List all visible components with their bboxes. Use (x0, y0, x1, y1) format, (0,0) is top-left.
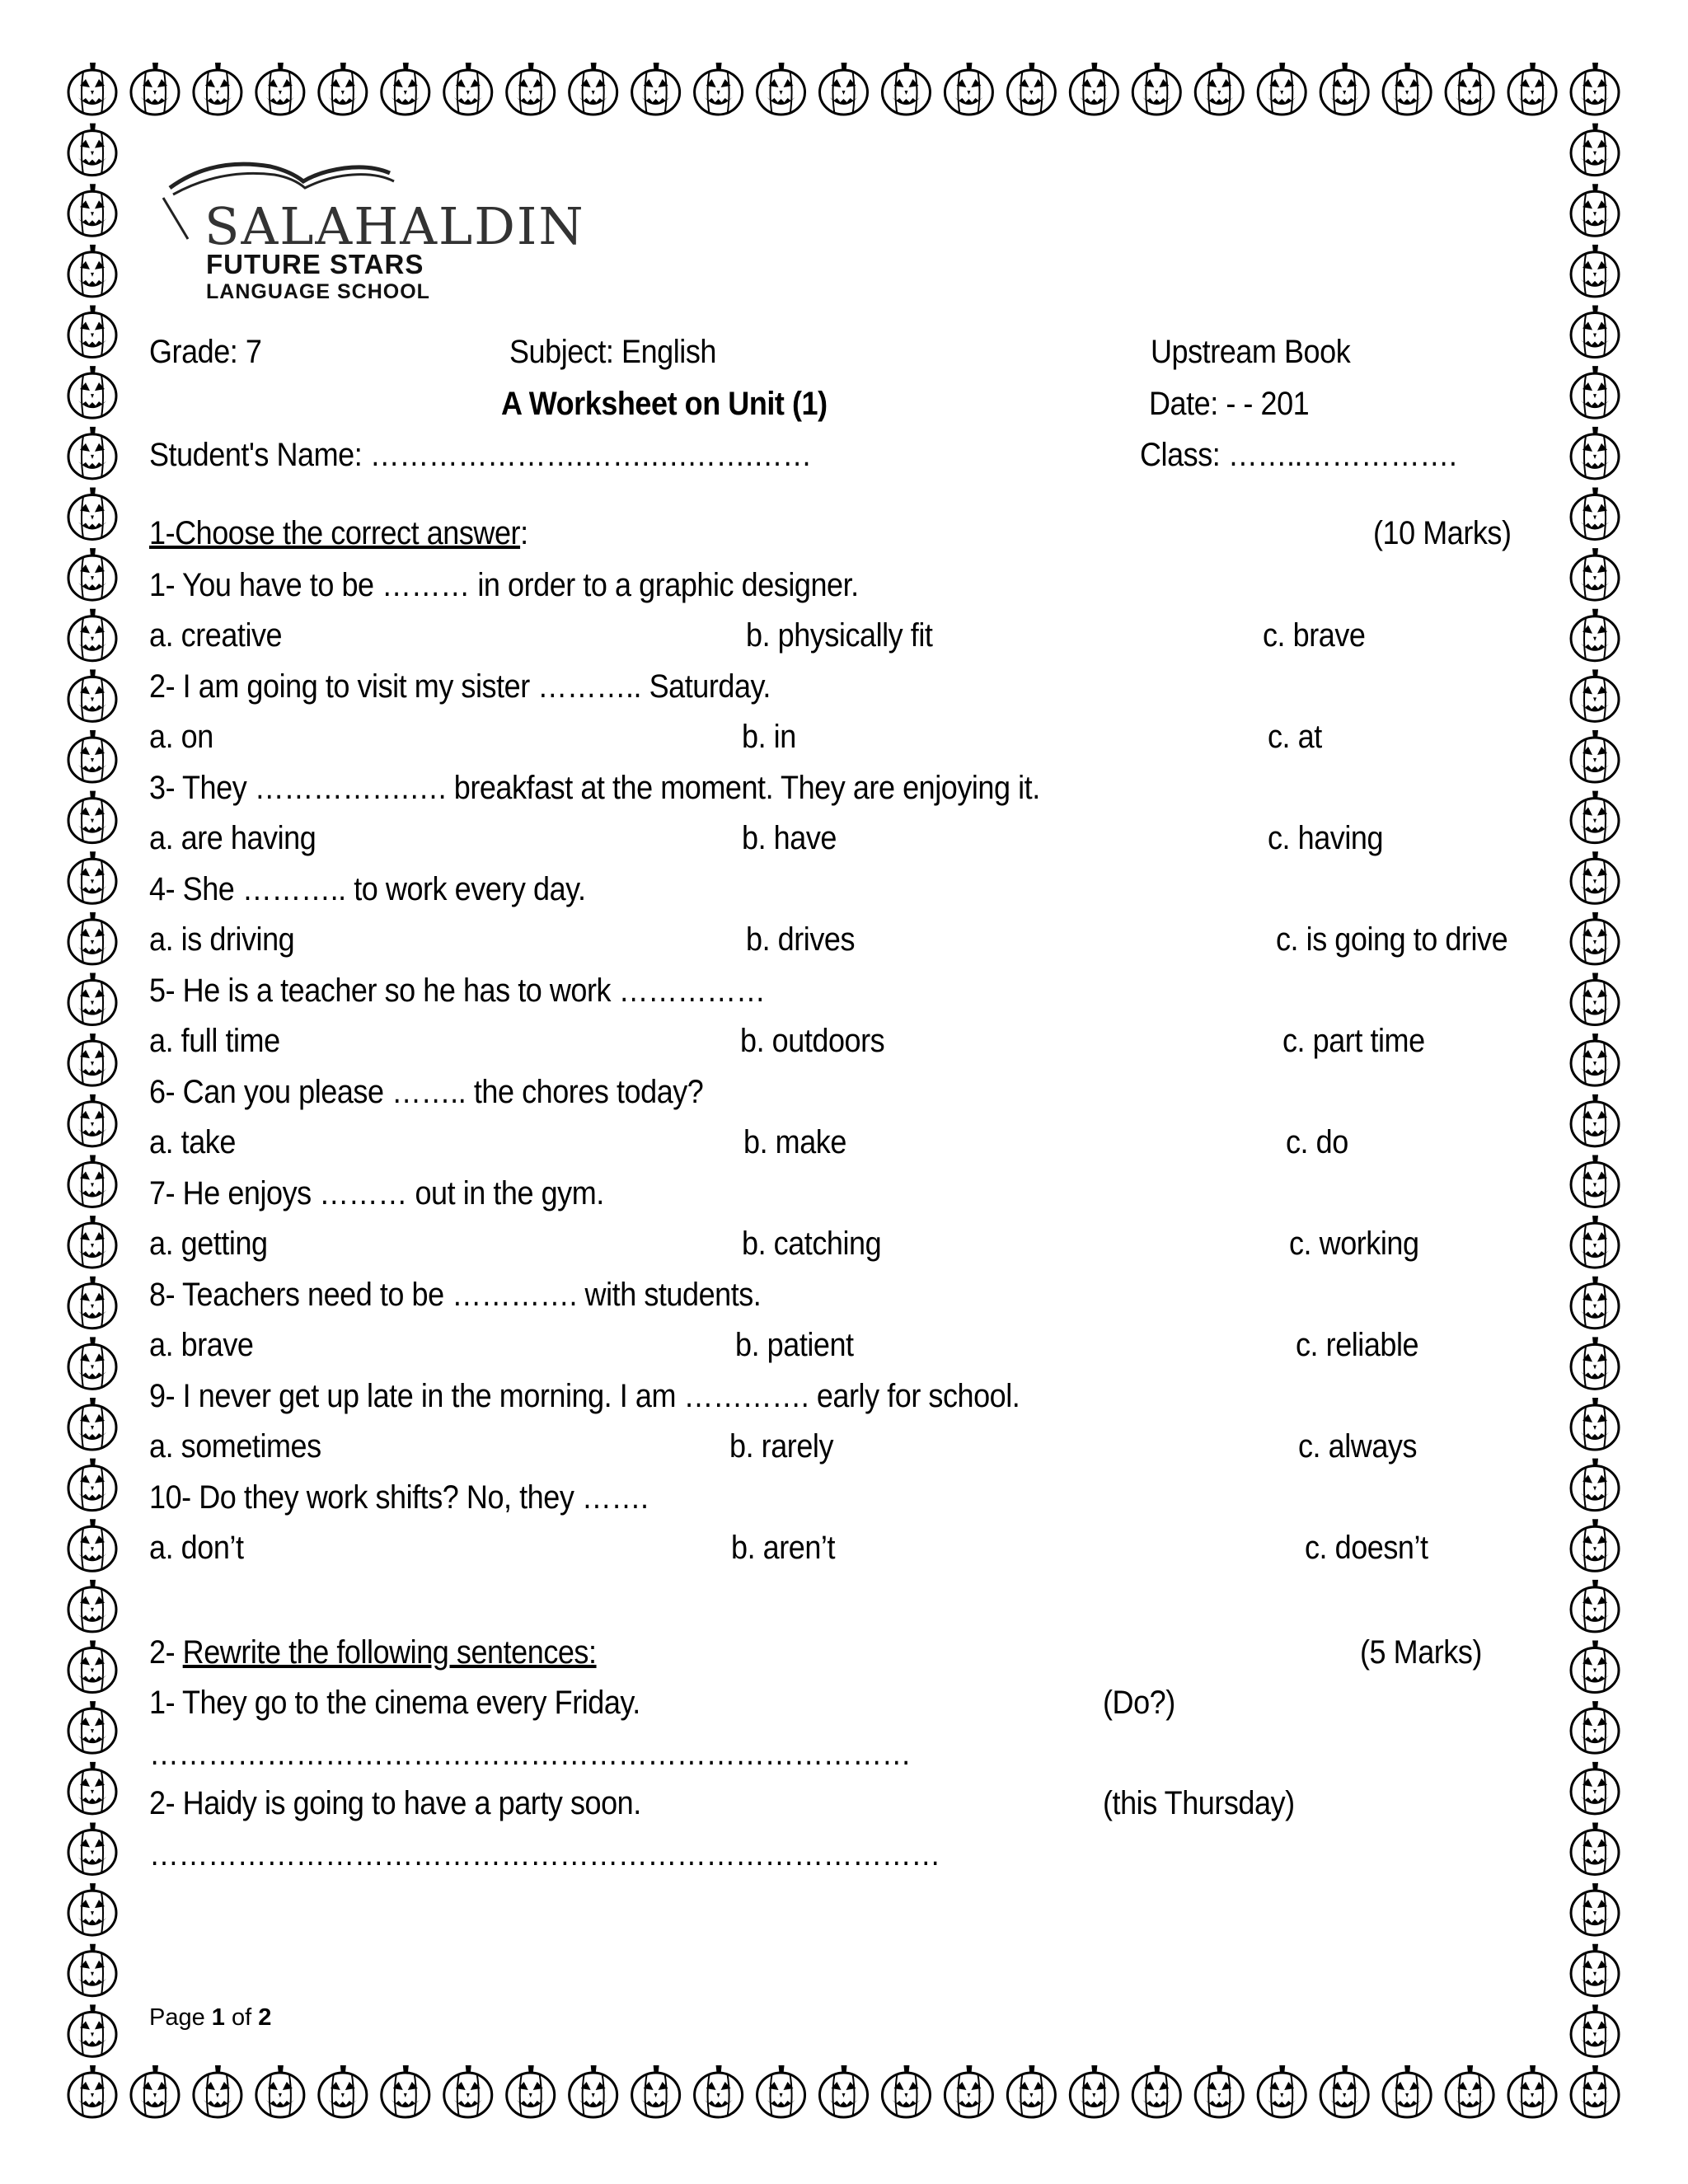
jack-o-lantern-icon (1571, 1033, 1619, 1085)
option-c[interactable]: c. at (1268, 719, 1322, 755)
jack-o-lantern-icon (1070, 2065, 1118, 2117)
page-footer (149, 2004, 271, 2032)
jack-o-lantern-icon (1007, 63, 1055, 115)
jack-o-lantern-icon (131, 63, 179, 115)
section1-marks: (10 Marks) (1373, 515, 1512, 551)
jack-o-lantern-icon (194, 2065, 241, 2117)
option-b[interactable]: b. catching (742, 1226, 882, 1262)
jack-o-lantern-icon (695, 63, 743, 115)
option-a[interactable]: a. getting (149, 1226, 268, 1262)
jack-o-lantern-icon (68, 912, 116, 964)
jack-o-lantern-icon (1571, 366, 1619, 418)
jack-o-lantern-icon (507, 2065, 555, 2117)
jack-o-lantern-icon (1571, 1944, 1619, 1996)
jack-o-lantern-icon (1571, 1580, 1619, 1632)
option-a[interactable]: a. is driving (149, 921, 295, 958)
option-a[interactable]: a. are having (149, 820, 316, 856)
jack-o-lantern-icon (1571, 1216, 1619, 1268)
jack-o-lantern-icon (68, 1155, 116, 1207)
option-c[interactable]: c. brave (1263, 617, 1366, 654)
jack-o-lantern-icon (256, 63, 304, 115)
section2-marks: (5 Marks) (1360, 1634, 1482, 1671)
jack-o-lantern-icon (68, 2065, 116, 2117)
rewrite-cue: (Do?) (1103, 1685, 1175, 1721)
option-a[interactable]: a. sometimes (149, 1428, 321, 1465)
jack-o-lantern-icon (68, 973, 116, 1025)
section1-heading-colon: : (520, 515, 528, 551)
question-text: 3- They …………….…. breakfast at the moment. They are enjoying it. (149, 770, 1040, 806)
jack-o-lantern-icon (632, 2065, 680, 2117)
jack-o-lantern-icon (68, 730, 116, 782)
option-b[interactable]: b. aren’t (731, 1530, 836, 1566)
jack-o-lantern-icon (1571, 63, 1619, 115)
jack-o-lantern-icon (68, 1094, 116, 1146)
jack-o-lantern-icon (1571, 184, 1619, 236)
jack-o-lantern-icon (68, 851, 116, 903)
jack-o-lantern-icon (68, 1944, 116, 1996)
jack-o-lantern-icon (1508, 2065, 1556, 2117)
jack-o-lantern-icon (68, 124, 116, 176)
jack-o-lantern-icon (68, 548, 116, 600)
option-c[interactable]: c. working (1289, 1226, 1419, 1262)
jack-o-lantern-icon (1571, 124, 1619, 176)
jack-o-lantern-icon (68, 184, 116, 236)
question-text: 5- He is a teacher so he has to work …………… (149, 972, 766, 1009)
jack-o-lantern-icon (632, 63, 680, 115)
option-a[interactable]: a. brave (149, 1327, 254, 1363)
option-c[interactable]: c. always (1298, 1428, 1417, 1465)
jack-o-lantern-icon (882, 2065, 930, 2117)
jack-o-lantern-icon (570, 2065, 617, 2117)
jack-o-lantern-icon (1508, 63, 1556, 115)
rewrite-sentence: 1- They go to the cinema every Friday. (149, 1685, 640, 1721)
jack-o-lantern-icon (68, 1580, 116, 1632)
subject-label: Subject: English (509, 334, 716, 370)
jack-o-lantern-icon (68, 1337, 116, 1389)
option-b[interactable]: b. physically fit (746, 617, 933, 654)
option-c[interactable]: c. having (1268, 820, 1384, 856)
jack-o-lantern-icon (68, 366, 116, 418)
jack-o-lantern-icon (1571, 2004, 1619, 2056)
jack-o-lantern-icon (1571, 1701, 1619, 1753)
school-subtitle: FUTURE STARS (206, 249, 424, 279)
option-c[interactable]: c. part time (1282, 1023, 1425, 1059)
jack-o-lantern-icon (68, 1459, 116, 1511)
page-total: 2 (258, 2004, 272, 2031)
jack-o-lantern-icon (131, 2065, 179, 2117)
jack-o-lantern-icon (68, 1701, 116, 1753)
jack-o-lantern-icon (1571, 1822, 1619, 1874)
answer-line[interactable]: ……………………………………………………………………… (149, 1836, 940, 1872)
jack-o-lantern-icon (1571, 1519, 1619, 1571)
grade-label: Grade: 7 (149, 334, 262, 370)
option-b[interactable]: b. rarely (729, 1428, 833, 1465)
option-c[interactable]: c. reliable (1296, 1327, 1419, 1363)
jack-o-lantern-icon (1571, 548, 1619, 600)
option-c[interactable]: c. do (1286, 1124, 1348, 1160)
jack-o-lantern-icon (1571, 1094, 1619, 1146)
jack-o-lantern-icon (1571, 2065, 1619, 2117)
jack-o-lantern-icon (1571, 609, 1619, 661)
page-word: Page (149, 2004, 205, 2031)
jack-o-lantern-icon (68, 1822, 116, 1874)
option-a[interactable]: a. don’t (149, 1530, 244, 1566)
jack-o-lantern-icon (68, 245, 116, 297)
jack-o-lantern-icon (1571, 791, 1619, 843)
option-c[interactable]: c. is going to drive (1276, 921, 1508, 958)
jack-o-lantern-icon (1446, 63, 1493, 115)
option-b[interactable]: b. have (742, 820, 837, 856)
jack-o-lantern-icon (1320, 63, 1368, 115)
question-text: 8- Teachers need to be …………. with students. (149, 1277, 762, 1313)
option-c[interactable]: c. doesn’t (1305, 1530, 1428, 1566)
section1-heading-text: 1-Choose the correct answer (149, 515, 521, 551)
jack-o-lantern-icon (1571, 851, 1619, 903)
jack-o-lantern-icon (1571, 730, 1619, 782)
worksheet-title: A Worksheet on Unit (1) (501, 386, 828, 422)
jack-o-lantern-icon (1571, 912, 1619, 964)
jack-o-lantern-icon (1383, 2065, 1431, 2117)
jack-o-lantern-icon (68, 63, 116, 115)
option-a[interactable]: a. on (149, 719, 213, 755)
jack-o-lantern-icon (1195, 63, 1243, 115)
jack-o-lantern-icon (68, 791, 116, 843)
question-text: 9- I never get up late in the morning. I am …………. early for school. (149, 1378, 1020, 1414)
jack-o-lantern-icon (68, 1277, 116, 1329)
jack-o-lantern-icon (1070, 63, 1118, 115)
option-b[interactable]: b. drives (746, 921, 856, 958)
jack-o-lantern-icon (1258, 2065, 1306, 2117)
jack-o-lantern-icon (68, 427, 116, 479)
jack-o-lantern-icon (68, 2004, 116, 2056)
jack-o-lantern-icon (757, 2065, 805, 2117)
jack-o-lantern-icon (1571, 245, 1619, 297)
date-field: Date: - - 201 (1149, 386, 1310, 422)
jack-o-lantern-icon (945, 63, 992, 115)
question-text: 10- Do they work shifts? No, they ……. (149, 1479, 649, 1516)
option-b[interactable]: b. in (742, 719, 796, 755)
jack-o-lantern-icon (68, 609, 116, 661)
jack-o-lantern-icon (1571, 1641, 1619, 1693)
jack-o-lantern-icon (444, 63, 492, 115)
question-text: 4- She ……….. to work every day. (149, 871, 586, 907)
class-field: Class: ……..……………. (1140, 437, 1457, 473)
jack-o-lantern-icon (1571, 487, 1619, 539)
book-label: Upstream Book (1151, 334, 1351, 370)
section2-heading-number: 2- (149, 1634, 183, 1671)
section2-heading (149, 1636, 597, 1669)
jack-o-lantern-icon (820, 63, 868, 115)
school-name: SALAHALDIN (204, 196, 585, 256)
jack-o-lantern-icon (68, 1519, 116, 1571)
of-word: of (232, 2004, 252, 2031)
jack-o-lantern-icon (1195, 2065, 1243, 2117)
section1-heading (149, 517, 528, 550)
jack-o-lantern-icon (1571, 1277, 1619, 1329)
jack-o-lantern-icon (319, 2065, 367, 2117)
jack-o-lantern-icon (1571, 1459, 1619, 1511)
jack-o-lantern-icon (757, 63, 805, 115)
jack-o-lantern-icon (68, 487, 116, 539)
option-a[interactable]: a. take (149, 1124, 236, 1160)
jack-o-lantern-icon (1571, 1883, 1619, 1935)
jack-o-lantern-icon (1258, 63, 1306, 115)
jack-o-lantern-icon (507, 63, 555, 115)
jack-o-lantern-icon (1132, 2065, 1180, 2117)
option-a[interactable]: a. full time (149, 1023, 280, 1059)
jack-o-lantern-icon (1383, 63, 1431, 115)
question-text: 6- Can you please …….. the chores today? (149, 1074, 704, 1110)
question-text: 2- I am going to visit my sister ……….. Saturday. (149, 668, 771, 705)
school-logo (155, 148, 585, 305)
jack-o-lantern-icon (319, 63, 367, 115)
answer-line[interactable]: …………………………………………………………………… (149, 1736, 912, 1772)
jack-o-lantern-icon (1571, 1337, 1619, 1389)
jack-o-lantern-icon (444, 2065, 492, 2117)
jack-o-lantern-icon (68, 1762, 116, 1814)
jack-o-lantern-icon (882, 63, 930, 115)
jack-o-lantern-icon (1320, 2065, 1368, 2117)
jack-o-lantern-icon (1571, 306, 1619, 358)
school-type: LANGUAGE SCHOOL (206, 280, 430, 303)
jack-o-lantern-icon (695, 2065, 743, 2117)
jack-o-lantern-icon (1446, 2065, 1493, 2117)
jack-o-lantern-icon (1132, 63, 1180, 115)
jack-o-lantern-icon (820, 2065, 868, 2117)
rewrite-cue: (this Thursday) (1103, 1785, 1295, 1821)
jack-o-lantern-icon (68, 1883, 116, 1935)
jack-o-lantern-icon (382, 63, 429, 115)
jack-o-lantern-icon (1571, 1762, 1619, 1814)
page-number: 1 (211, 2004, 225, 2031)
rewrite-sentence: 2- Haidy is going to have a party soon. (149, 1785, 641, 1821)
jack-o-lantern-icon (1571, 1155, 1619, 1207)
option-a[interactable]: a. creative (149, 617, 283, 654)
jack-o-lantern-icon (1571, 427, 1619, 479)
option-b[interactable]: b. make (743, 1124, 846, 1160)
jack-o-lantern-icon (68, 1216, 116, 1268)
jack-o-lantern-icon (68, 1033, 116, 1085)
jack-o-lantern-icon (194, 63, 241, 115)
question-text: 7- He enjoys ……… out in the gym. (149, 1175, 604, 1212)
jack-o-lantern-icon (1007, 2065, 1055, 2117)
section2-heading-text: Rewrite the following sentences: (182, 1634, 597, 1671)
jack-o-lantern-icon (68, 669, 116, 721)
jack-o-lantern-icon (256, 2065, 304, 2117)
jack-o-lantern-icon (1571, 1398, 1619, 1450)
jack-o-lantern-icon (68, 1398, 116, 1450)
jack-o-lantern-icon (570, 63, 617, 115)
jack-o-lantern-icon (945, 2065, 992, 2117)
option-b[interactable]: b. outdoors (740, 1023, 885, 1059)
jack-o-lantern-icon (68, 306, 116, 358)
jack-o-lantern-icon (1571, 973, 1619, 1025)
jack-o-lantern-icon (68, 1641, 116, 1693)
jack-o-lantern-icon (1571, 669, 1619, 721)
jack-o-lantern-icon (382, 2065, 429, 2117)
student-name-field: Student's Name: ………………….…….….…….…… (149, 437, 812, 473)
option-b[interactable]: b. patient (735, 1327, 854, 1363)
question-text: 1- You have to be ……… in order to a graphic designer. (149, 567, 859, 603)
